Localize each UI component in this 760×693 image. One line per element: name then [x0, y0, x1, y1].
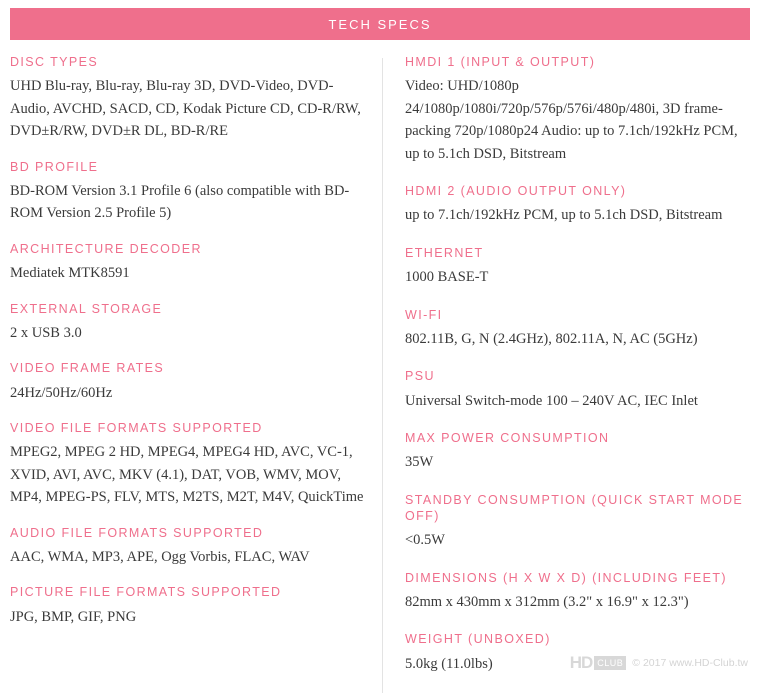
specs-column-right: [383, 54, 750, 693]
spec-label: ARCHITECTURE DECODER: [10, 241, 202, 256]
spec-value: 1000 BASE-T: [405, 269, 489, 286]
watermark-logo-club: CLUB: [594, 656, 626, 670]
watermark: [570, 653, 748, 673]
spec-video-file-formats: [10, 420, 368, 509]
spec-label: VIDEO FRAME RATES: [10, 361, 165, 376]
spec-label: ETHERNET: [405, 245, 484, 260]
spec-wifi: [405, 307, 750, 351]
spec-label: HDMI 2 (AUDIO OUTPUT ONLY): [405, 184, 627, 199]
spec-value: 2 x USB 3.0: [10, 324, 82, 341]
spec-value: UHD Blu-ray, Blu-ray, Blu-ray 3D, DVD-Video, DVD-Audio, AVCHD, SACD, CD, Kodak Picture CD, CD-R/RW, DVD±R/RW, DVD±R DL, BD-R/RE: [10, 78, 361, 140]
spec-label: DISC TYPES: [10, 55, 99, 69]
spec-disc-types: [10, 54, 368, 143]
spec-label: PICTURE FILE FORMATS SUPPORTED: [10, 585, 282, 600]
spec-value: JPG, BMP, GIF, PNG: [10, 608, 137, 625]
spec-value: 5.0kg (11.0lbs): [405, 655, 493, 672]
spec-label: VIDEO FILE FORMATS SUPPORTED: [10, 421, 263, 435]
spec-psu: [405, 368, 750, 412]
spec-label: PSU: [405, 369, 435, 384]
spec-value: 35W: [405, 454, 434, 471]
spec-label: DIMENSIONS (H X W X D) (INCLUDING FEET): [405, 570, 727, 585]
spec-label: EXTERNAL STORAGE: [10, 301, 163, 316]
spec-standby-consumption: [405, 492, 750, 552]
spec-external-storage: [10, 301, 368, 345]
spec-audio-file-formats: [10, 525, 368, 569]
spec-label: AUDIO FILE FORMATS SUPPORTED: [10, 525, 264, 540]
spec-label: HMDI 1 (INPUT & OUTPUT): [405, 55, 596, 69]
spec-label: MAX POWER CONSUMPTION: [405, 431, 610, 445]
spec-bd-profile: [10, 159, 368, 225]
spec-value: BD-ROM Version 3.1 Profile 6 (also compatible with BD-ROM Version 2.5 Profile 5): [10, 182, 350, 222]
specs-column-left: [10, 54, 382, 693]
spec-architecture-decoder: [10, 241, 368, 285]
spec-value: Mediatek MTK8591: [10, 265, 130, 282]
spec-value: AAC, WMA, MP3, APE, Ogg Vorbis, FLAC, WAV: [10, 548, 310, 565]
page-title: TECH SPECS: [10, 8, 750, 40]
specs-columns: [10, 54, 750, 693]
watermark-logo-hd: HD: [569, 653, 593, 672]
watermark-text: © 2017 www.HD-Club.tw: [632, 657, 748, 669]
spec-value: 802.11B, G, N (2.4GHz), 802.11A, N, AC (5GHz): [405, 330, 698, 347]
spec-max-power-consumption: [405, 430, 750, 474]
spec-value: <0.5W: [405, 532, 445, 549]
spec-value: Video: UHD/1080p 24/1080p/1080i/720p/576p/576i/480p/480i, 3D frame-packing 720p/1080p24 Audio: up to 7.1ch/192kHz PCM, up to 5.1ch DSD, Bitstream: [405, 78, 738, 162]
spec-value: MPEG2, MPEG 2 HD, MPEG4, MPEG4 HD, AVC, VC-1, XVID, AVI, AVC, MKV (4.1), DAT, VOB, WMV, MOV, MP4, MPEG-PS, FLV, MTS, M2TS, M2T, M4V, QuickTime: [10, 444, 364, 506]
spec-value: 24Hz/50Hz/60Hz: [10, 384, 113, 401]
spec-picture-file-formats: [10, 584, 368, 628]
spec-value: Universal Switch-mode 100 – 240V AC, IEC Inlet: [405, 392, 698, 409]
spec-label: WI-FI: [405, 307, 443, 322]
spec-video-frame-rates: [10, 360, 368, 404]
spec-label: WEIGHT (UNBOXED): [405, 632, 551, 647]
spec-dimensions: [405, 570, 750, 614]
spec-label: BD PROFILE: [10, 159, 99, 174]
spec-ethernet: [405, 245, 750, 289]
spec-label: STANDBY CONSUMPTION (QUICK START MODE OFF): [405, 492, 744, 523]
spec-value: up to 7.1ch/192kHz PCM, up to 5.1ch DSD, Bitstream: [405, 207, 723, 224]
spec-hdmi-1: [405, 54, 750, 165]
spec-value: 82mm x 430mm x 312mm (3.2" x 16.9" x 12.3"): [405, 593, 689, 610]
spec-hdmi-2: [405, 183, 750, 227]
hd-club-logo-icon: [570, 653, 627, 673]
